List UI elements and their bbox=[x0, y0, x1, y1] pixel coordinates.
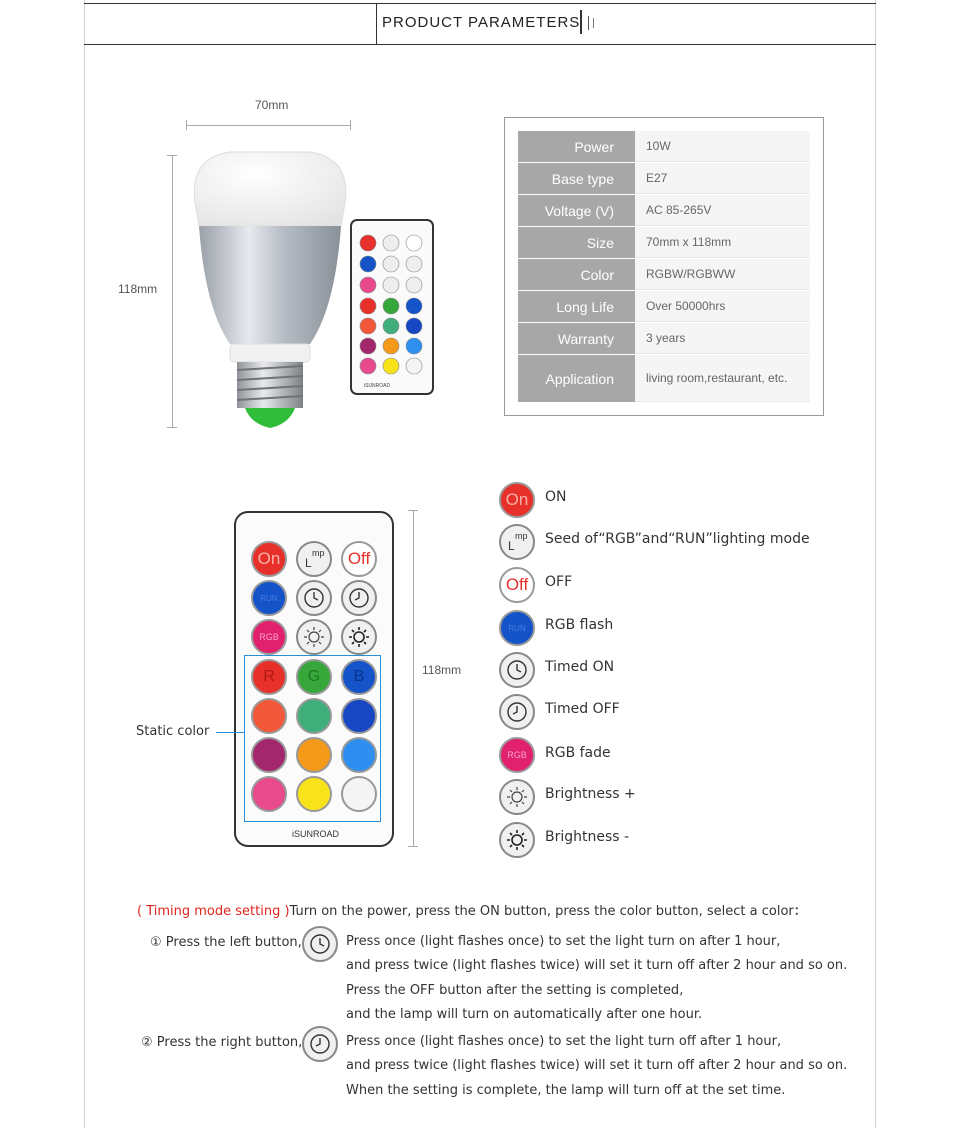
brightness-up-icon bbox=[499, 779, 535, 815]
clock-icon bbox=[506, 701, 528, 723]
left-instruction-line: and press twice (light flashes twice) will set it turn off after 2 hour and so on. bbox=[346, 958, 848, 973]
dimension-tick bbox=[167, 427, 177, 428]
color-button-purple[interactable] bbox=[251, 737, 287, 773]
left-button-label: ① Press the left button, bbox=[150, 935, 302, 950]
spec-row bbox=[518, 355, 810, 402]
legend-label-timed-on: Timed ON bbox=[545, 659, 615, 675]
legend-label-brightness-down: Brightness - bbox=[545, 829, 630, 845]
width-dimension-line bbox=[186, 125, 351, 126]
remote-thumbnail-brand: iSUNROAD bbox=[364, 383, 391, 389]
timing-heading-text: Turn on the power, press the ON button, press the color button, select a color bbox=[289, 904, 794, 919]
blue-button[interactable]: B bbox=[341, 659, 377, 695]
off-button[interactable]: Off bbox=[341, 541, 377, 577]
right-instruction-line: Press once (light flashes once) to set the light turn off after 1 hour, bbox=[346, 1034, 782, 1049]
spec-key: Power bbox=[518, 131, 635, 162]
spec-row bbox=[518, 131, 810, 162]
color-button-teal[interactable] bbox=[296, 698, 332, 734]
green-button[interactable]: G bbox=[296, 659, 332, 695]
rgb-fade-button[interactable]: RGB bbox=[251, 619, 287, 655]
on-icon: On bbox=[499, 482, 535, 518]
spec-value: Over 50000hrs bbox=[635, 291, 810, 322]
spec-row bbox=[518, 259, 810, 290]
left-instruction-line: and the lamp will turn on automatically after one hour. bbox=[346, 1007, 703, 1022]
red-button[interactable]: R bbox=[251, 659, 287, 695]
spec-key: Base type bbox=[518, 163, 635, 194]
header-decoration bbox=[593, 18, 594, 28]
timing-heading-red: ( Timing mode setting ) bbox=[137, 904, 290, 919]
spec-row bbox=[518, 323, 810, 354]
timer-on-icon bbox=[302, 926, 338, 962]
spec-key: Size bbox=[518, 227, 635, 258]
spec-value: 10W bbox=[635, 131, 810, 162]
spec-key: Long Life bbox=[518, 291, 635, 322]
header-decoration bbox=[580, 10, 582, 34]
spec-key: Warranty bbox=[518, 323, 635, 354]
spec-value: RGBW/RGBWW bbox=[635, 259, 810, 290]
speed-mode-button[interactable] bbox=[296, 541, 332, 577]
spec-row bbox=[518, 163, 810, 194]
speed-mode-icon bbox=[499, 524, 535, 560]
header-decoration bbox=[588, 16, 589, 30]
legend-label-speed: Seed of“RGB”and“RUN”lighting mode bbox=[545, 531, 810, 547]
dimension-tick bbox=[186, 120, 187, 130]
spec-key: Color bbox=[518, 259, 635, 290]
timer-on-button[interactable] bbox=[296, 580, 332, 616]
left-instruction-line: Press the OFF button after the setting is completed, bbox=[346, 983, 684, 998]
on-button[interactable]: On bbox=[251, 541, 287, 577]
spec-value: 70mm x 118mm bbox=[635, 227, 810, 258]
timer-off-button[interactable] bbox=[341, 580, 377, 616]
right-button-label: ② Press the right button, bbox=[141, 1035, 303, 1050]
legend-label-on: ON bbox=[545, 489, 567, 505]
color-button-sky[interactable] bbox=[341, 737, 377, 773]
clock-icon bbox=[309, 1033, 331, 1055]
timing-heading-colon: ： bbox=[793, 904, 807, 919]
clock-icon bbox=[506, 659, 528, 681]
static-color-pointer bbox=[216, 732, 244, 733]
clock-icon bbox=[303, 587, 325, 609]
rgb-flash-icon: RUN bbox=[499, 610, 535, 646]
right-instruction-line: and press twice (light flashes twice) will set it turn off after 2 hour and so on. bbox=[346, 1058, 848, 1073]
speed-mode-letter: L bbox=[508, 539, 515, 553]
spec-value: E27 bbox=[635, 163, 810, 194]
spec-row bbox=[518, 227, 810, 258]
timing-heading bbox=[137, 900, 807, 919]
legend-label-timed-off: Timed OFF bbox=[545, 701, 620, 717]
bulb-height-label: 118mm bbox=[118, 282, 158, 296]
clock-icon bbox=[348, 587, 370, 609]
timer-on-icon bbox=[499, 652, 535, 688]
sun-icon bbox=[506, 786, 528, 808]
speed-mode-sub: mp bbox=[515, 531, 528, 541]
timer-off-icon bbox=[499, 694, 535, 730]
dimension-tick bbox=[408, 846, 418, 847]
speed-mode-icon bbox=[304, 549, 324, 569]
speed-mode-letter: L bbox=[305, 556, 312, 570]
spec-row bbox=[518, 195, 810, 226]
spec-value: living room,restaurant, etc. bbox=[635, 355, 810, 402]
legend-label-rgb-flash: RGB flash bbox=[545, 617, 614, 633]
brightness-down-button[interactable] bbox=[341, 619, 377, 655]
speed-mode-sub: mp bbox=[312, 548, 325, 558]
timer-off-icon bbox=[302, 1026, 338, 1062]
sun-icon bbox=[506, 829, 528, 851]
color-button-pink[interactable] bbox=[251, 776, 287, 812]
remote-thumbnail-image bbox=[350, 219, 434, 395]
sun-icon bbox=[348, 626, 370, 648]
color-button-white[interactable] bbox=[341, 776, 377, 812]
rgb-fade-icon: RGB bbox=[499, 737, 535, 773]
height-dimension-line bbox=[172, 155, 173, 427]
spec-key: Application bbox=[518, 355, 635, 402]
legend-label-brightness-up: Brightness + bbox=[545, 786, 636, 802]
remote-brand: iSUNROAD bbox=[292, 829, 340, 839]
color-button-orange[interactable] bbox=[296, 737, 332, 773]
static-color-label: Static color bbox=[136, 724, 210, 739]
spec-value: 3 years bbox=[635, 323, 810, 354]
remote-height-label: 118mm bbox=[422, 663, 462, 677]
remote-height-line bbox=[413, 510, 414, 846]
right-instruction-line: When the setting is complete, the lamp will turn off at the set time. bbox=[346, 1083, 786, 1098]
dimension-tick bbox=[167, 155, 177, 156]
off-icon: Off bbox=[499, 567, 535, 603]
clock-icon bbox=[309, 933, 331, 955]
bulb-width-label: 70mm bbox=[255, 98, 289, 112]
sun-icon bbox=[303, 626, 325, 648]
section-title: PRODUCT PARAMETERS bbox=[382, 14, 581, 31]
dimension-tick bbox=[350, 120, 351, 130]
legend-label-off: OFF bbox=[545, 574, 573, 590]
dimension-tick bbox=[408, 510, 418, 511]
left-instruction-line: Press once (light flashes once) to set the light turn on after 1 hour, bbox=[346, 934, 781, 949]
color-button-orange-red[interactable] bbox=[251, 698, 287, 734]
spec-row bbox=[518, 291, 810, 322]
legend-label-rgb-fade: RGB fade bbox=[545, 745, 611, 761]
header-divider bbox=[376, 3, 377, 44]
rgb-flash-button[interactable]: RUN bbox=[251, 580, 287, 616]
spec-key: Voltage (V) bbox=[518, 195, 635, 226]
color-button-navy[interactable] bbox=[341, 698, 377, 734]
color-button-yellow[interactable] bbox=[296, 776, 332, 812]
spec-value: AC 85-265V bbox=[635, 195, 810, 226]
speed-mode-glyph bbox=[507, 532, 527, 552]
spec-table bbox=[504, 117, 824, 416]
brightness-up-button[interactable] bbox=[296, 619, 332, 655]
brightness-down-icon bbox=[499, 822, 535, 858]
led-bulb-image bbox=[185, 148, 355, 433]
